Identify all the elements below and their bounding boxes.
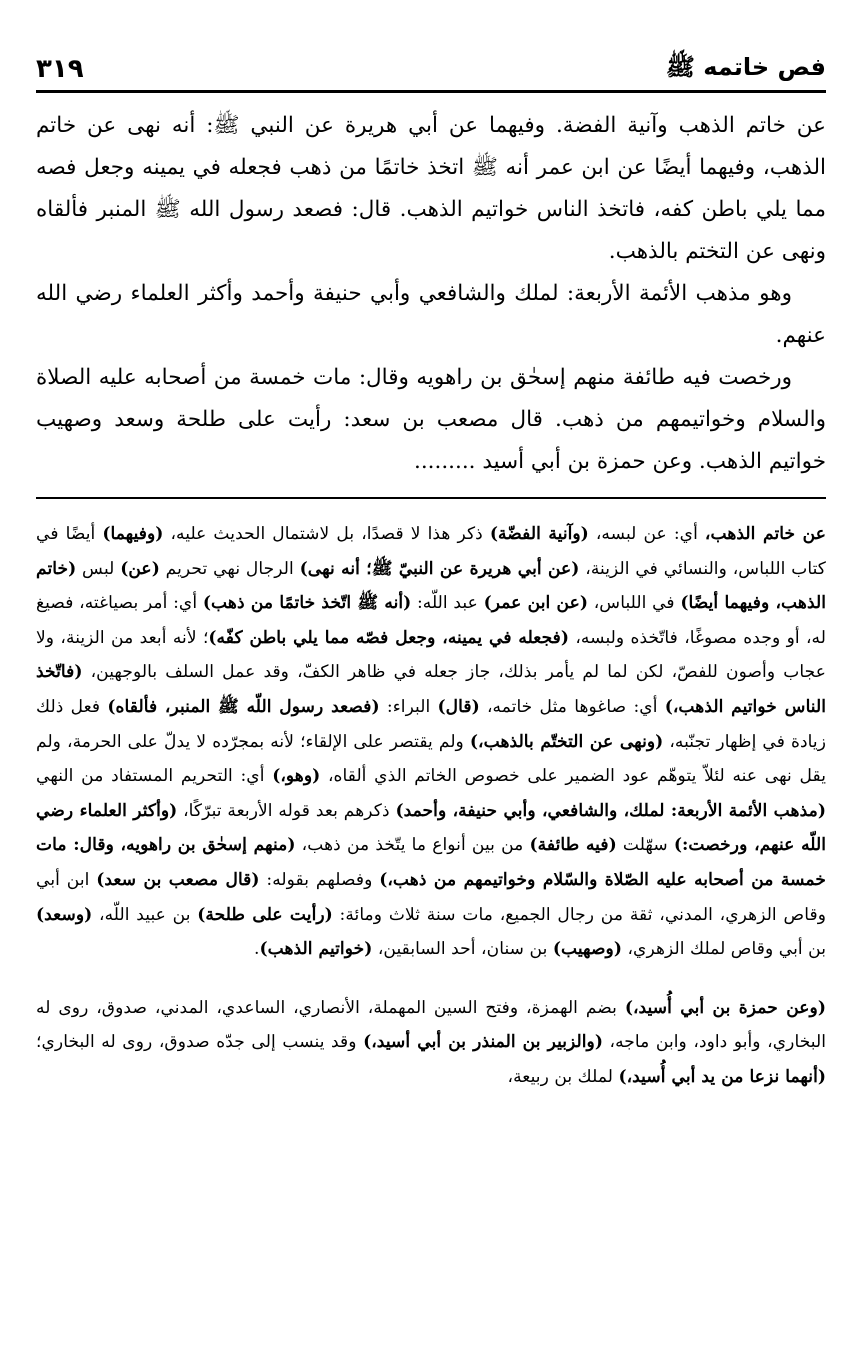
commentary-text: أي: أمر بصياغته، فصيغ له، أو وجده مصوغًا، فاتّخذه ولبسه، — [36, 593, 826, 648]
commentary-quote: (فجعله في يمينه، وجعل فصّه مما يلي باطن كفّه) — [208, 627, 570, 648]
commentary-text: ذكر هذا لا قصدًا، بل لاشتمال الحديث عليه، — [163, 524, 490, 544]
commentary-quote: (والزبير بن المنذر بن أبي أسيد،) — [363, 1032, 603, 1053]
commentary-text: . — [253, 939, 260, 960]
commentary-text: أي: صاغوها مثل خاتمه، — [479, 696, 665, 717]
commentary-text: ذكرهم بعد قوله الأربعة تبرّكًا، — [177, 800, 396, 821]
commentary-quote: (عن ابن عمر) — [483, 593, 589, 614]
main-text — [36, 105, 826, 483]
commentary-quote: (أنه ﷺ اتّخذ خاتمًا من ذهب) — [202, 593, 412, 614]
running-title: فص خاتمه ﷺ — [665, 52, 826, 81]
commentary-quote: (منهم إسحٰق بن راهويه، وقال: مات خمسة من أصحابه عليه الصّلاة والسّلام وخواتيمهم من ذهب،) — [36, 835, 826, 890]
commentary-quote: (عن أبي هريرة عن النبيّ ﷺ؛ أنه نهى) — [299, 558, 580, 579]
commentary-text: بن أبي وقاص لملك الزهري، — [622, 939, 826, 960]
commentary-paragraph-1 — [36, 517, 826, 967]
commentary-paragraph-2 — [36, 991, 826, 1095]
commentary-text: بن سنان، أحد السابقين، — [372, 939, 553, 960]
commentary-text: ولم يقتصر على الإلقاء؛ لأنه بمجرّده لا يدلّ على الحرمة، ولم يقل نهى عنه لئلاّ يتوهّم عود الضمير على خصوص الخاتم الذي ألقاه، — [36, 731, 826, 787]
document-page — [36, 48, 826, 1095]
commentary — [36, 517, 826, 1095]
commentary-quote: (فيه طائفة) — [529, 835, 617, 856]
page-header — [36, 48, 826, 93]
commentary-text: في اللباس، — [588, 593, 681, 614]
main-paragraph-2: وهو مذهب الأئمة الأربعة: لملك والشافعي وأبي حنيفة وأحمد وأكثر العلماء رضي الله عنهم. — [36, 281, 826, 348]
commentary-quote: (أنهما نزعا من يد أبي أُسيد،) — [618, 1066, 826, 1087]
commentary-quote: (وأكثر العلماء رضي اللّه عنهم، ورخصت:) — [36, 800, 827, 856]
commentary-text: البراء: — [379, 696, 438, 717]
commentary-text: أي: التحريم المستفاد من النهي — [36, 766, 273, 787]
commentary-text: لملك بن ربيعة، — [507, 1066, 619, 1087]
commentary-quote: (رأيت على طلحة) — [197, 904, 333, 925]
commentary-quote: (عن) — [120, 558, 160, 579]
commentary-quote: (مذهب الأئمة الأربعة: لملك، والشافعي، وأبي حنيفة، وأحمد) — [395, 800, 826, 821]
commentary-quote: (قال) — [437, 696, 480, 717]
commentary-text: ابن أبي وقاص الزهري، المدني، ثقة من رجال الجميع، مات سنة ثلاث ومائة: — [36, 869, 826, 925]
commentary-text: بن عبيد اللّه، — [92, 904, 198, 925]
commentary-quote: (وفيهما) — [102, 524, 164, 544]
commentary-text: فعل ذلك زيادة في إظهار تجنّبه، — [36, 696, 826, 752]
main-paragraph-3: ورخصت فيه طائفة منهم إسحٰق بن راهويه وقال: مات خمسة من أصحابه عليه الصلاة والسلام وخواتيمهم من ذهب. قال مصعب بن سعد: رأيت على طلحة وسعد وصهيب خواتيم الذهب. وعن حمزة بن أبي أسيد ......... — [36, 365, 826, 474]
commentary-text: لبس — [76, 558, 121, 579]
commentary-quote: (فاتّخذ الناس خواتيم الذهب،) — [36, 662, 827, 717]
commentary-text: أيضًا في كتاب اللباس، والنسائي في الزينة، — [36, 524, 826, 579]
commentary-quote: (وعن حمزة بن أبي أُسيد،) — [624, 997, 826, 1018]
commentary-text: سهّلت — [616, 835, 674, 856]
commentary-quote: (وآنية الفضّة) — [489, 524, 589, 544]
commentary-text: بضم الهمزة، وفتح السين المهملة، الأنصاري، الساعدي، المدني، صدوق، روى له البخاري، وأبو داود، وابن ماجه، — [36, 997, 826, 1053]
main-paragraph-1: عن خاتم الذهب وآنية الفضة. وفيهما عن أبي هريرة عن النبي ﷺ: أنه نهى عن خاتم الذهب، وفيهما أيضًا عن ابن عمر أنه ﷺ اتخذ خاتمًا من ذهب فجعله في يمينه وجعل فصه مما يلي باطن كفه، فاتخذ الناس خواتيم الذهب. قال: فصعد رسول الله ﷺ المنبر فألقاه ونهى عن التختم بالذهب. — [36, 113, 826, 264]
commentary-text: الرجال نهي تحريم — [159, 558, 300, 579]
section-divider — [36, 497, 826, 499]
commentary-text: ؛ لأنه أبعد من الزينة، ولا عجاب وأصون للفصّ، لكن لما لم يأمر بذلك، جاز جعله في ظاهر الكفّ، وقد عمل السلف بالوجهين، — [36, 627, 826, 683]
commentary-quote: (وسعد) — [36, 904, 93, 925]
commentary-text: من بين أنواع ما يتّخذ من ذهب، — [295, 835, 530, 856]
commentary-quote: (وصهيب) — [552, 939, 622, 960]
commentary-quote: عن خاتم الذهب، — [704, 524, 827, 544]
commentary-text: وفصلهم بقوله: — [259, 869, 380, 890]
commentary-quote: (ونهى عن التختّم بالذهب،) — [469, 731, 664, 752]
page-number: ٣١٩ — [36, 54, 84, 84]
commentary-quote: (فصعد رسول اللّه ﷺ المنبر، فألقاه) — [107, 696, 380, 717]
commentary-text: عبد اللّه: — [411, 593, 484, 614]
commentary-quote: (خاتم الذهب، وفيهما أيضًا) — [36, 558, 827, 614]
commentary-quote: (قال مصعب بن سعد) — [96, 869, 260, 890]
commentary-text: أي: عن لبسه، — [588, 524, 705, 544]
commentary-quote: (خواتيم الذهب) — [259, 939, 373, 960]
commentary-text: وقد ينسب إلى جدّه صدوق، روى له البخاري؛ — [36, 1032, 364, 1053]
commentary-quote: (وهو،) — [272, 766, 321, 787]
